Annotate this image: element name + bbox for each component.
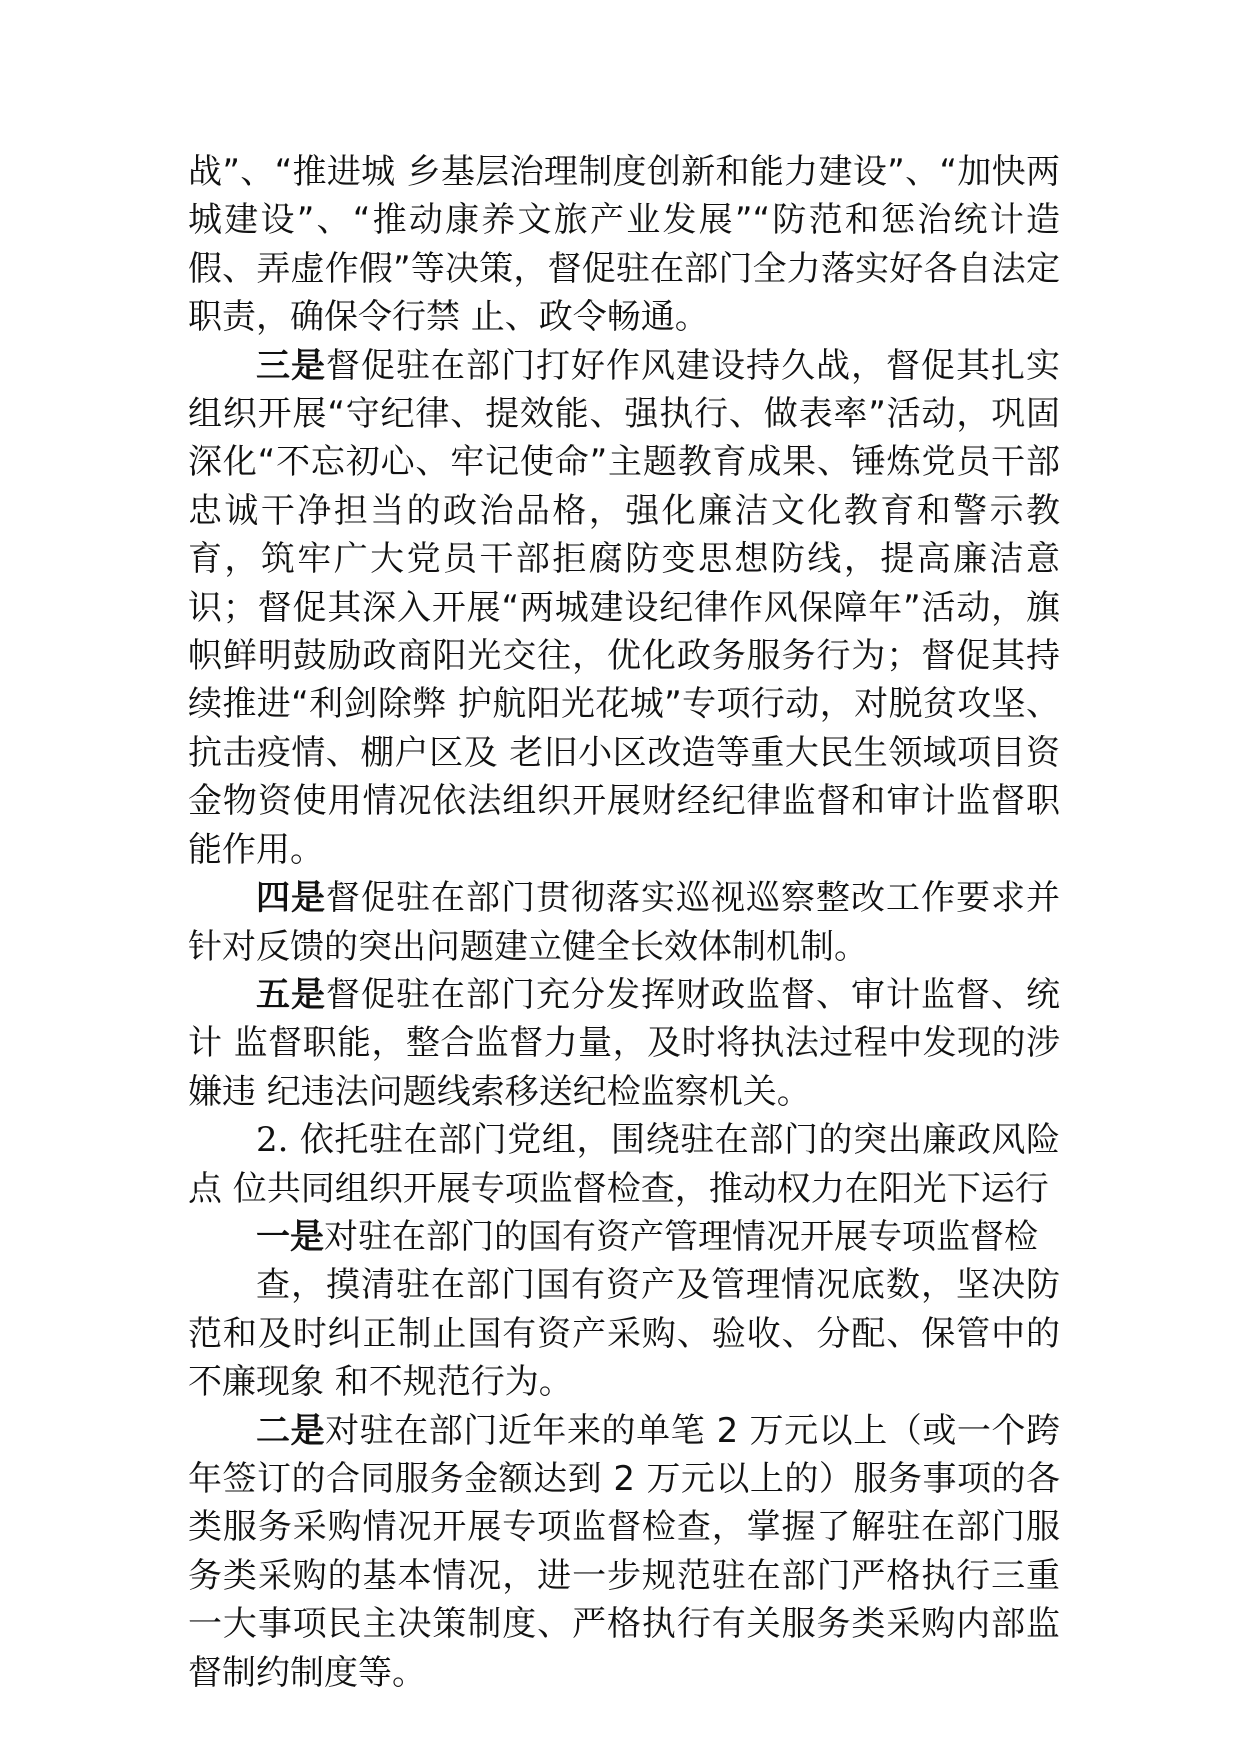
paragraph-item-two: [188, 1407, 1060, 1697]
paragraph-item-one-continued: [188, 1261, 1060, 1406]
item-lead-two: 二是: [256, 1410, 326, 1451]
paragraph-item-one: [188, 1213, 1060, 1261]
paragraph-text: 督促驻在部门贯彻落实巡视巡察整改工作要求并针对反馈的突出问题建立健全长效体制机制。: [188, 878, 1060, 967]
document-page: [188, 148, 1060, 1697]
paragraph-item-four: [188, 874, 1060, 971]
paragraph-continuation: [188, 148, 1060, 342]
paragraph-text: 对驻在部门的国有资产管理情况开展专项监督检: [324, 1216, 1038, 1257]
section-number: 2.: [256, 1120, 289, 1161]
paragraph-text: 查，摸清驻在部门国有资产及管理情况底数，坚决防范和及时纠正制止国有资产采购、验收、分配、保管中的不廉现象 和不规范行为。: [188, 1265, 1060, 1403]
paragraph-section-2: [188, 1116, 1060, 1213]
item-lead-four: 四是: [256, 878, 326, 919]
paragraph-item-five: [188, 971, 1060, 1116]
paragraph-text: 督促驻在部门充分发挥财政监督、审计监督、统计 监督职能，整合监督力量，及时将执法过程中发现的涉嫌违 纪违法问题线索移送纪检监察机关。: [188, 974, 1060, 1112]
paragraph-text: 对驻在部门近年来的单笔 2 万元以上（或一个跨年签订的合同服务金额达到 2 万元以上的）服务事项的各类服务采购情况开展专项监督检查，掌握了解驻在部门服务类采购的基本情况，进一步规范驻在部门严格执行三重一大事项民主决策制度、严格执行有关服务类采购内部监督制约制度等。: [188, 1410, 1060, 1693]
paragraph-text: 战”、“推进城 乡基层治理制度创新和能力建设”、“加快两城建设”、“推动康养文旅产业发展”“防范和惩治统计造假、弄虚作假”等决策，督促驻在部门全力落实好各自法定职责，确保令行禁 止、政令畅通。: [188, 152, 1060, 338]
paragraph-text: 依托驻在部门党组，围绕驻在部门的突出廉政风险点 位共同组织开展专项监督检查，推动权力在阳光下运行: [188, 1120, 1060, 1209]
item-lead-three: 三是: [256, 345, 326, 386]
paragraph-item-three: [188, 342, 1060, 874]
item-lead-one: 一是: [256, 1216, 324, 1257]
item-lead-five: 五是: [256, 974, 326, 1015]
paragraph-text: 督促驻在部门打好作风建设持久战，督促其扎实组织开展“守纪律、提效能、强执行、做表率”活动，巩固深化“不忘初心、牢记使命”主题教育成果、锤炼党员干部忠诚干净担当的政治品格，强化廉洁文化教育和警示教育，筑牢广大党员干部拒腐防变思想防线，提高廉洁意识；督促其深入开展“两城建设纪律作风保障年”活动，旗帜鲜明鼓励政商阳光交往，优化政务服务行为；督促其持续推进“利剑除弊 护航阳光花城”专项行动，对脱贫攻坚、抗击疫情、棚户区及 老旧小区改造等重大民生领域项目资金物资使用情况依法组织开展财经纪律监督和审计监督职能作用。: [188, 345, 1060, 870]
